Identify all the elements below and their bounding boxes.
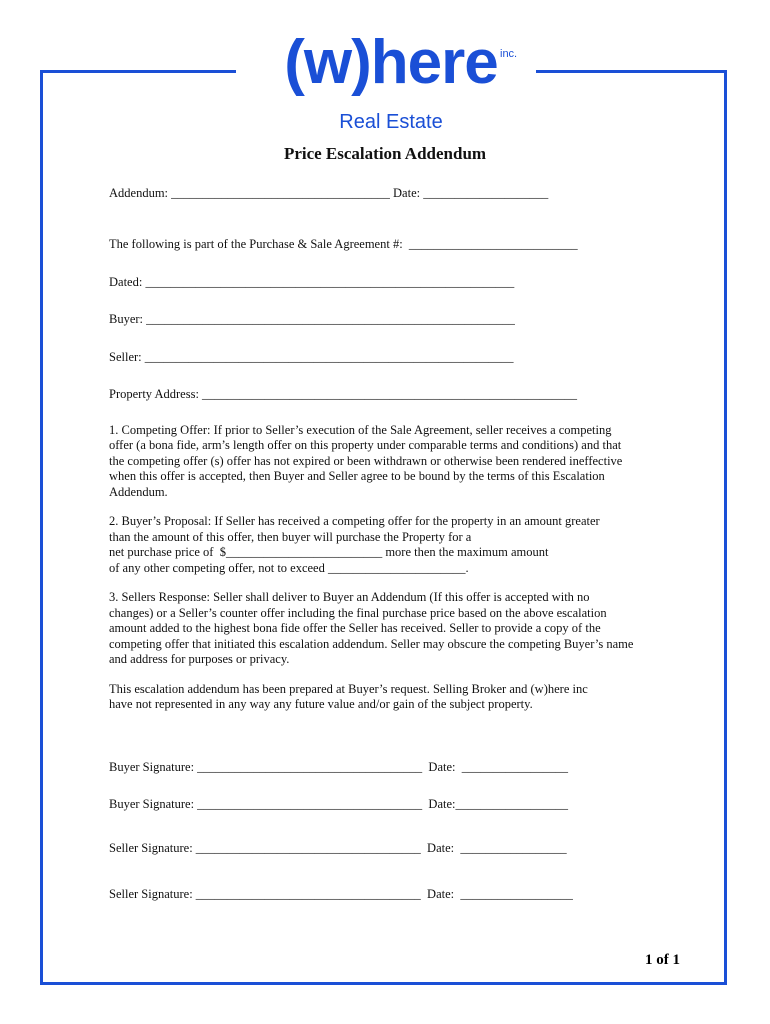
disclaimer-paragraph: This escalation addendum has been prepared at Buyer’s request. Selling Broker and (w)here inc have not represented in any way any future value and/or gain of the subject property. [109,681,588,711]
logo-wordmark: (w)here [284,28,498,97]
net-purchase-price-field[interactable]: net purchase price of $_________________________ more then the maximum amount [109,545,549,559]
buyers-proposal-paragraph: 2. Buyer’s Proposal: If Seller has received a competing offer for the property in an amount greater than the amount of this offer, then buyer will purchase the Property for a [109,514,600,544]
seller-field[interactable]: Seller: ___________________________________________________________ [109,349,514,364]
property-address-field[interactable]: Property Address: ____________________________________________________________ [109,387,578,401]
dated-field[interactable]: Dated: ___________________________________________________________ [109,274,515,289]
not-to-exceed-field[interactable]: of any other competing offer, not to exceed ______________________. [109,560,469,575]
company-logo [256,28,526,138]
addendum-date-field[interactable]: Addendum: ___________________________________ Date: ____________________ [109,185,549,200]
seller-signature-field[interactable]: Seller Signature: ____________________________________ Date: __________________ [109,887,573,901]
seller-signature-field[interactable]: Seller Signature: ____________________________________ Date: _________________ [109,840,567,855]
document-title: Price Escalation Addendum [283,144,487,163]
sellers-response-paragraph: 3. Sellers Response: Seller shall deliver to Buyer an Addendum (If this offer is accepted with no changes) or a Seller’s counter offer including the final purchase price based on the above escalation amount added to the highest bona fide offer the Seller has received. Seller to provide a copy of the competing offer that initiated this escalation addendum. Seller may obscure the competing Buyer’s name and address for purposes or privacy. [109,590,634,666]
logo-inc: inc. [500,48,518,60]
document-body [109,146,649,903]
page-number: 1 of 1 [645,952,680,968]
competing-offer-paragraph: 1. Competing Offer: If prior to Seller’s execution of the Sale Agreement, seller receives a competing offer (a bona fide, arm’s length offer on this property under comparable terms and conditions) and that the competing offer (s) offer has not expired or been withdrawn or otherwise been rendered ineffective when this offer is accepted, then Buyer and Seller agree to be bound by the terms of this Escalation Addendum. [109,422,623,499]
agreement-number-field[interactable]: The following is part of the Purchase & Sale Agreement #: ___________________________ [109,237,578,251]
buyer-field[interactable]: Buyer: ___________________________________________________________ [109,312,515,326]
buyer-signature-field[interactable]: Buyer Signature: ____________________________________ Date: _________________ [109,759,568,774]
buyer-signature-field[interactable]: Buyer Signature: ____________________________________ Date:__________________ [109,797,568,811]
logo-subtitle: Real Estate [339,111,443,133]
